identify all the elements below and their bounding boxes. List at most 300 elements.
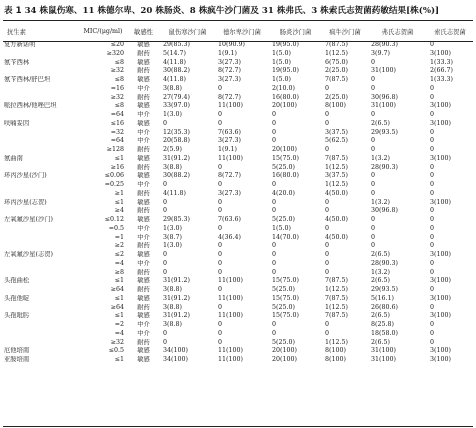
susceptibility-cell: 中介 <box>137 224 150 232</box>
s-flexneri-cell: 1(3.2) <box>371 154 390 162</box>
s-derby-cell: 3(27.3) <box>218 58 241 66</box>
s-sonnei-cell: 2(66.7) <box>430 67 453 75</box>
s-sonnei-cell: 3(100) <box>430 198 451 206</box>
table-row <box>3 225 473 234</box>
s-bovismorbificans-cell: 7(87.5) <box>325 76 348 83</box>
s-derby-cell: 0 <box>218 163 223 171</box>
s-enteritidis-cell: 19(95.0) <box>272 67 299 75</box>
s-bovismorbificans-cell: 0 <box>325 198 330 206</box>
s-typhimurium-cell: 3(8.8) <box>163 84 182 92</box>
s-typhimurium-cell: 29(85.3) <box>163 41 190 48</box>
s-flexneri-cell: 26(80.6) <box>371 303 398 311</box>
s-enteritidis-cell: 0 <box>272 137 277 145</box>
s-bovismorbificans-cell: 7(87.5) <box>325 277 348 285</box>
s-flexneri-cell: 0 <box>371 242 376 250</box>
header-antibiotic: 抗生素 <box>7 28 26 36</box>
s-derby-cell: 10(90.9) <box>218 41 245 48</box>
s-typhimurium-cell: 0 <box>163 198 168 206</box>
s-enteritidis-cell: 2(10.0) <box>272 84 295 92</box>
s-flexneri-cell: 28(90.3) <box>371 163 398 171</box>
s-sonnei-cell: 0 <box>430 146 435 153</box>
s-bovismorbificans-cell: 0 <box>325 119 330 127</box>
s-enteritidis-cell: 14(70.0) <box>272 233 299 241</box>
table-row <box>3 339 473 348</box>
antibiotic-cell <box>3 50 79 59</box>
susceptibility-cell: 敏感 <box>137 277 150 285</box>
s-flexneri-cell: 0 <box>371 137 376 145</box>
table-row <box>3 330 473 339</box>
s-flexneri-cell: 2(6.5) <box>371 277 390 285</box>
s-bovismorbificans-cell: 7(87.5) <box>325 41 348 48</box>
s-enteritidis-cell: 16(80.0) <box>272 93 299 101</box>
s-bovismorbificans-cell: 2(25.0) <box>325 93 348 101</box>
mic-cell: ≤0.5 <box>108 347 124 355</box>
antibiotic-cell <box>3 234 79 243</box>
table-row <box>3 102 473 111</box>
s-derby-cell: 0 <box>218 268 223 276</box>
mic-cell: ≥1 <box>114 189 124 197</box>
mic-cell: ≤1 <box>114 198 124 206</box>
susceptibility-cell: 敏感 <box>137 41 150 48</box>
s-sonnei-cell: 3(100) <box>430 356 451 363</box>
table-row <box>3 242 473 251</box>
mic-cell: =64 <box>110 137 124 145</box>
s-derby-cell: 11(100) <box>218 347 243 355</box>
s-enteritidis-cell: 0 <box>272 329 277 337</box>
s-flexneri-cell: 30(96.8) <box>371 207 398 215</box>
table-row <box>3 164 473 173</box>
table-row <box>3 207 473 216</box>
antibiotic-cell <box>3 181 79 190</box>
susceptibility-cell: 耐药 <box>137 338 150 346</box>
mic-cell: =32 <box>110 128 124 136</box>
s-sonnei-cell: 0 <box>430 163 435 171</box>
s-sonnei-cell: 0 <box>430 207 435 215</box>
s-bovismorbificans-cell: 1(12.5) <box>325 163 348 171</box>
s-enteritidis-cell: 5(25.0) <box>272 286 295 293</box>
s-typhimurium-cell: 1(3.0) <box>163 242 182 250</box>
table-row <box>3 260 473 269</box>
s-bovismorbificans-cell: 0 <box>325 111 330 118</box>
s-typhimurium-cell: 30(88.2) <box>163 67 190 75</box>
s-enteritidis-cell: 0 <box>272 259 277 267</box>
mic-cell: ≤16 <box>110 119 124 127</box>
antibiotic-cell <box>3 111 79 120</box>
table-row <box>3 321 473 330</box>
s-derby-cell: 0 <box>218 84 223 92</box>
s-enteritidis-cell: 0 <box>272 119 277 127</box>
mic-cell: ≥64 <box>110 303 124 311</box>
mic-cell: ≥32 <box>110 93 124 101</box>
s-bovismorbificans-cell: 0 <box>325 84 330 92</box>
susceptibility-cell: 敏感 <box>137 294 150 302</box>
s-sonnei-cell: 0 <box>430 233 435 241</box>
mic-cell: =0.25 <box>104 181 124 188</box>
s-derby-cell: 11(100) <box>218 312 243 320</box>
s-flexneri-cell: 31(100) <box>371 347 396 355</box>
s-flexneri-cell: 8(25.8) <box>371 321 394 328</box>
mic-cell: =64 <box>110 111 124 118</box>
s-typhimurium-cell: 5(14.7) <box>163 49 186 57</box>
s-sonnei-cell: 0 <box>430 84 435 92</box>
s-flexneri-cell: 2(6.5) <box>371 312 390 320</box>
s-enteritidis-cell: 20(100) <box>272 146 297 153</box>
s-bovismorbificans-cell: 8(100) <box>325 102 346 110</box>
susceptibility-cell: 中介 <box>137 84 150 92</box>
antibiotic-cell: 氨曲南 <box>4 154 23 162</box>
s-bovismorbificans-cell: 8(100) <box>325 347 346 355</box>
antibiotic-cell <box>3 330 79 339</box>
s-derby-cell: 0 <box>218 181 223 188</box>
s-sonnei-cell: 3(100) <box>430 154 451 162</box>
susceptibility-cell: 敏感 <box>137 216 150 223</box>
s-bovismorbificans-cell: 0 <box>325 207 330 215</box>
mic-cell: ≥4 <box>114 207 124 215</box>
s-typhimurium-cell: 30(88.2) <box>163 172 190 180</box>
s-sonnei-cell: 0 <box>430 321 435 328</box>
mic-cell: ≤1 <box>114 312 124 320</box>
s-enteritidis-cell: 1(5.0) <box>272 58 291 66</box>
antibiotic-cell: 氨苄西林/舒巴坦 <box>4 76 51 83</box>
mic-cell: ≤1 <box>114 277 124 285</box>
s-derby-cell: 0 <box>218 286 223 293</box>
s-derby-cell: 3(27.3) <box>218 189 241 197</box>
mic-cell: =1 <box>114 233 124 241</box>
s-sonnei-cell: 0 <box>430 242 435 250</box>
mic-cell: ≤8 <box>114 102 124 110</box>
s-enteritidis-cell: 16(80.0) <box>272 172 299 180</box>
s-typhimurium-cell: 31(91.2) <box>163 312 190 320</box>
table-row <box>3 277 473 286</box>
table-row <box>3 85 473 94</box>
mic-cell: =16 <box>110 84 124 92</box>
antibiotic-cell <box>3 286 79 295</box>
s-derby-cell: 8(72.7) <box>218 67 241 75</box>
header-row <box>3 21 473 41</box>
s-enteritidis-cell: 5(25.0) <box>272 338 295 346</box>
header-s-bovismorbificans: 疯牛沙门菌 <box>329 28 361 36</box>
susceptibility-cell: 耐药 <box>137 189 150 197</box>
s-bovismorbificans-cell: 0 <box>325 242 330 250</box>
susceptibility-cell: 耐药 <box>137 207 150 215</box>
s-derby-cell: 8(72.7) <box>218 93 241 101</box>
s-sonnei-cell: 3(100) <box>430 277 451 285</box>
s-derby-cell: 0 <box>218 224 223 232</box>
s-bovismorbificans-cell: 6(75.0) <box>325 58 348 66</box>
s-enteritidis-cell: 5(25.0) <box>272 163 295 171</box>
s-bovismorbificans-cell: 1(12.5) <box>325 303 348 311</box>
s-derby-cell: 7(63.6) <box>218 128 241 136</box>
s-flexneri-cell: 0 <box>371 172 376 180</box>
s-typhimurium-cell: 29(85.3) <box>163 216 190 223</box>
s-enteritidis-cell: 20(100) <box>272 347 297 355</box>
s-bovismorbificans-cell: 1(12.5) <box>325 181 348 188</box>
susceptibility-cell: 敏感 <box>137 102 150 110</box>
s-bovismorbificans-cell: 1(12.5) <box>325 286 348 293</box>
s-derby-cell: 0 <box>218 303 223 311</box>
s-sonnei-cell: 0 <box>430 41 435 48</box>
antibiotic-cell: 头孢吡肟 <box>4 312 30 320</box>
s-flexneri-cell: 1(3.2) <box>371 198 390 206</box>
table-row <box>3 269 473 278</box>
s-typhimurium-cell: 3(8.8) <box>163 321 182 328</box>
s-flexneri-cell: 0 <box>371 76 376 83</box>
s-derby-cell: 11(100) <box>218 294 243 302</box>
s-enteritidis-cell: 0 <box>272 321 277 328</box>
s-flexneri-cell: 0 <box>371 58 376 66</box>
susceptibility-cell: 中介 <box>137 321 150 328</box>
s-bovismorbificans-cell: 0 <box>325 224 330 232</box>
s-enteritidis-cell: 20(100) <box>272 102 297 110</box>
s-flexneri-cell: 29(93.5) <box>371 286 398 293</box>
s-flexneri-cell: 0 <box>371 233 376 241</box>
s-enteritidis-cell: 5(25.0) <box>272 303 295 311</box>
s-sonnei-cell: 0 <box>430 303 435 311</box>
table-row <box>3 172 473 181</box>
s-derby-cell: 3(27.3) <box>218 137 241 145</box>
s-sonnei-cell: 3(100) <box>430 49 451 57</box>
antibiotic-cell: 复方新诺明 <box>4 41 36 48</box>
antibiotic-cell: 哌拉西林/他唑巴坦 <box>4 102 57 110</box>
s-bovismorbificans-cell: 0 <box>325 251 330 258</box>
s-flexneri-cell: 0 <box>371 111 376 118</box>
s-derby-cell: 0 <box>218 259 223 267</box>
s-sonnei-cell: 0 <box>430 137 435 145</box>
mic-cell: =4 <box>114 329 124 337</box>
s-derby-cell: 0 <box>218 242 223 250</box>
susceptibility-table <box>3 21 473 365</box>
s-typhimurium-cell: 3(8.8) <box>163 303 182 311</box>
antibiotic-cell <box>3 190 79 199</box>
s-enteritidis-cell: 0 <box>272 207 277 215</box>
s-enteritidis-cell: 0 <box>272 198 277 206</box>
s-bovismorbificans-cell: 0 <box>325 268 330 276</box>
susceptibility-cell: 敏感 <box>137 172 150 180</box>
s-sonnei-cell: 3(100) <box>430 119 451 127</box>
table-row <box>3 304 473 313</box>
bottom-rule <box>3 426 473 427</box>
s-enteritidis-cell: 0 <box>272 111 277 118</box>
susceptibility-cell: 中介 <box>137 259 150 267</box>
antibiotic-cell <box>3 269 79 278</box>
susceptibility-cell: 敏感 <box>137 154 150 162</box>
table-caption <box>4 5 472 17</box>
antibiotic-cell <box>3 321 79 330</box>
s-typhimurium-cell: 1(3.0) <box>163 224 182 232</box>
antibiotic-cell <box>3 67 79 76</box>
mic-cell: =4 <box>114 259 124 267</box>
s-bovismorbificans-cell: 4(50.0) <box>325 233 348 241</box>
s-typhimurium-cell: 1(3.0) <box>163 111 182 118</box>
s-bovismorbificans-cell: 5(62.5) <box>325 137 348 145</box>
s-typhimurium-cell: 0 <box>163 259 168 267</box>
s-derby-cell: 0 <box>218 329 223 337</box>
s-bovismorbificans-cell: 2(25.0) <box>325 67 348 75</box>
table-number: 表 1 <box>4 6 22 16</box>
susceptibility-cell: 敏感 <box>137 119 150 127</box>
s-typhimurium-cell: 34(100) <box>163 347 188 355</box>
s-enteritidis-cell: 0 <box>272 268 277 276</box>
mic-cell: ≤8 <box>114 76 124 83</box>
s-typhimurium-cell: 4(11.8) <box>163 76 186 83</box>
mic-cell: ≤0.12 <box>104 216 124 223</box>
header-s-sonnei: 索氏志贺菌 <box>434 28 466 36</box>
s-sonnei-cell: 0 <box>430 338 435 346</box>
s-typhimurium-cell: 4(11.8) <box>163 58 186 66</box>
table-row <box>3 155 473 164</box>
s-typhimurium-cell: 0 <box>163 329 168 337</box>
s-sonnei-cell: 3(100) <box>430 347 451 355</box>
s-bovismorbificans-cell: 7(87.5) <box>325 154 348 162</box>
antibiotic-cell <box>3 339 79 348</box>
table-row <box>3 67 473 76</box>
table-row <box>3 234 473 243</box>
s-flexneri-cell: 0 <box>371 216 376 223</box>
table-row <box>3 216 473 225</box>
susceptibility-cell: 敏感 <box>137 58 150 66</box>
s-flexneri-cell: 31(100) <box>371 102 396 110</box>
mic-cell: ≤2 <box>114 251 124 258</box>
s-enteritidis-cell: 15(75.0) <box>272 294 299 302</box>
susceptibility-cell: 耐药 <box>137 286 150 293</box>
s-typhimurium-cell: 20(58.8) <box>163 137 190 145</box>
susceptibility-cell: 中介 <box>137 233 150 241</box>
table-row <box>3 111 473 120</box>
s-enteritidis-cell: 0 <box>272 181 277 188</box>
header-s-flexneri: 弗氏志贺菌 <box>381 28 414 36</box>
s-flexneri-cell: 28(90.3) <box>371 41 398 48</box>
susceptibility-cell: 耐药 <box>137 146 150 153</box>
table-row <box>3 347 473 356</box>
mic-cell: ≥32 <box>110 67 124 75</box>
antibiotic-cell: 呋喃妥因 <box>4 119 30 127</box>
antibiotic-cell: 左氧氟沙星(志贺) <box>4 251 53 258</box>
s-derby-cell: 0 <box>218 321 223 328</box>
s-derby-cell: 3(27.3) <box>218 76 241 83</box>
s-derby-cell: 11(100) <box>218 277 243 285</box>
susceptibility-cell: 敏感 <box>137 76 150 83</box>
s-typhimurium-cell: 31(91.2) <box>163 154 190 162</box>
s-enteritidis-cell: 5(25.0) <box>272 216 295 223</box>
s-sonnei-cell: 0 <box>430 224 435 232</box>
s-enteritidis-cell: 1(5.0) <box>272 76 291 83</box>
s-derby-cell: 0 <box>218 338 223 346</box>
antibiotic-cell <box>3 207 79 216</box>
susceptibility-cell: 敏感 <box>137 251 150 258</box>
antibiotic-cell <box>3 242 79 251</box>
s-sonnei-cell: 0 <box>430 93 435 101</box>
s-bovismorbificans-cell: 0 <box>325 329 330 337</box>
table-row <box>3 120 473 129</box>
antibiotic-cell: 亚胺培南 <box>4 356 30 363</box>
s-flexneri-cell: 29(93.5) <box>371 128 398 136</box>
s-derby-cell: 7(63.6) <box>218 216 241 223</box>
s-sonnei-cell: 0 <box>430 216 435 223</box>
mic-cell: ≤20 <box>110 41 124 48</box>
s-typhimurium-cell: 3(8.7) <box>163 233 182 241</box>
s-derby-cell: 0 <box>218 119 223 127</box>
antibiotic-cell: 厄他培南 <box>4 347 30 355</box>
mic-cell: ≥64 <box>110 286 124 293</box>
s-enteritidis-cell: 15(75.0) <box>272 154 299 162</box>
s-sonnei-cell: 0 <box>430 172 435 180</box>
table-row <box>3 59 473 68</box>
s-derby-cell: 0 <box>218 198 223 206</box>
s-typhimurium-cell: 31(91.2) <box>163 277 190 285</box>
s-typhimurium-cell: 0 <box>163 251 168 258</box>
s-sonnei-cell: 0 <box>430 286 435 293</box>
antibiotic-cell: 氨苄西林 <box>4 58 30 66</box>
antibiotic-cell <box>3 164 79 173</box>
susceptibility-cell: 敏感 <box>137 347 150 355</box>
s-derby-cell: 11(100) <box>218 154 243 162</box>
s-flexneri-cell: 2(6.5) <box>371 338 390 346</box>
s-bovismorbificans-cell: 8(100) <box>325 356 346 363</box>
s-typhimurium-cell: 31(91.2) <box>163 294 190 302</box>
s-enteritidis-cell: 4(20.0) <box>272 189 295 197</box>
antibiotic-cell: 环丙沙星(志贺) <box>4 198 47 206</box>
s-flexneri-cell: 2(6.5) <box>371 251 390 258</box>
header-s-derby: 德尔卑沙门菌 <box>223 28 261 36</box>
s-typhimurium-cell: 0 <box>163 181 168 188</box>
mic-cell: ≤1 <box>114 154 124 162</box>
mic-cell: ≥32 <box>110 338 124 346</box>
s-derby-cell: 0 <box>218 207 223 215</box>
s-sonnei-cell: 3(100) <box>430 251 451 258</box>
mic-cell: ≥2 <box>114 242 124 250</box>
s-flexneri-cell: 0 <box>371 224 376 232</box>
table-row <box>3 190 473 199</box>
susceptibility-cell: 中介 <box>137 128 150 136</box>
s-flexneri-cell: 28(90.3) <box>371 259 398 267</box>
s-sonnei-cell: 1(33.3) <box>430 76 453 83</box>
s-derby-cell: 11(100) <box>218 356 243 363</box>
table-row <box>3 129 473 138</box>
table-row <box>3 356 473 365</box>
mic-cell: =2 <box>114 321 124 328</box>
s-typhimurium-cell: 0 <box>163 207 168 215</box>
antibiotic-cell <box>3 146 79 155</box>
susceptibility-cell: 中介 <box>137 137 150 145</box>
mic-cell: ≥16 <box>110 163 124 171</box>
s-sonnei-cell: 3(100) <box>430 294 451 302</box>
s-enteritidis-cell: 0 <box>272 251 277 258</box>
susceptibility-cell: 敏感 <box>137 198 150 206</box>
s-flexneri-cell: 31(100) <box>371 67 396 75</box>
mic-cell: ≥8 <box>114 268 124 276</box>
s-enteritidis-cell: 15(75.0) <box>272 312 299 320</box>
antibiotic-cell <box>3 304 79 313</box>
susceptibility-cell: 耐药 <box>137 268 150 276</box>
table-row <box>3 312 473 321</box>
s-derby-cell: 0 <box>218 251 223 258</box>
mic-cell: ≤8 <box>114 58 124 66</box>
s-bovismorbificans-cell: 7(87.5) <box>325 312 348 320</box>
s-flexneri-cell: 30(96.8) <box>371 93 398 101</box>
s-sonnei-cell: 3(100) <box>430 102 451 110</box>
antibiotic-cell: 头孢曲松 <box>4 277 30 285</box>
mic-cell: ≥128 <box>106 146 124 153</box>
table-row <box>3 94 473 103</box>
s-bovismorbificans-cell: 3(37.5) <box>325 128 348 136</box>
antibiotic-cell <box>3 225 79 234</box>
s-derby-cell: 0 <box>218 111 223 118</box>
mic-cell: ≤1 <box>114 356 124 363</box>
susceptibility-cell: 耐药 <box>137 242 150 250</box>
susceptibility-cell: 中介 <box>137 329 150 337</box>
susceptibility-cell: 敏感 <box>137 356 150 363</box>
s-enteritidis-cell: 15(75.0) <box>272 277 299 285</box>
